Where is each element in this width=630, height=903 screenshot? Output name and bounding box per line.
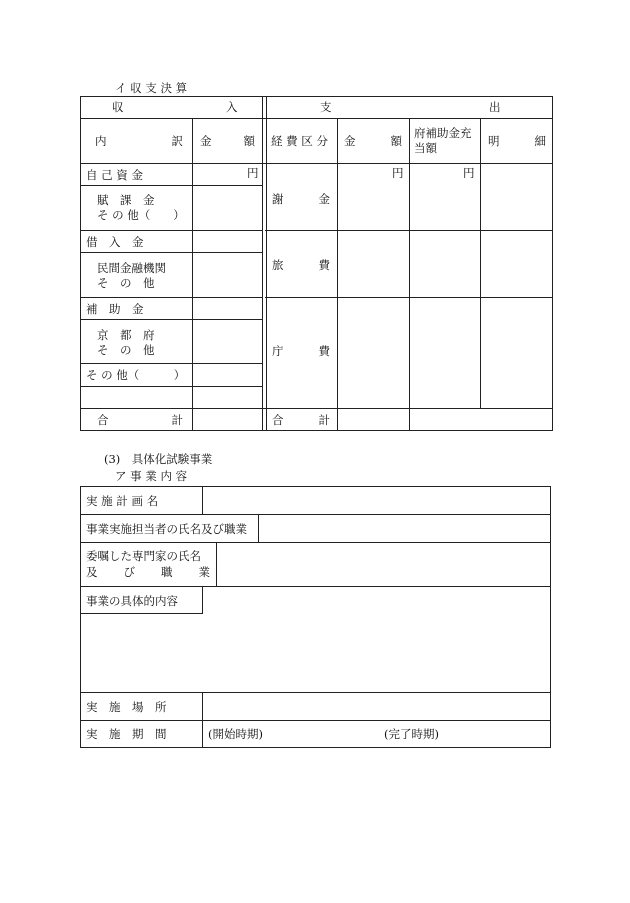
budget-section-title: イ 収 支 決 算 — [115, 81, 188, 95]
row-other: そ の 他 — [97, 276, 155, 290]
label-expert-line1: 委嘱した専門家の氏名 — [86, 549, 201, 563]
row-own-funds: 自 己 資 金 — [86, 168, 143, 182]
period-end: (完了時期) — [384, 727, 439, 741]
label-plan-name: 実 施 計 画 名 — [86, 494, 159, 508]
col-subsidy-line2: 当額 — [414, 141, 437, 155]
label-place: 実 施 場 所 — [86, 700, 167, 714]
row-subsidy: 補 助 金 — [86, 302, 144, 316]
expense-header-a: 支 — [320, 100, 332, 114]
col-details: 明 細 — [488, 134, 546, 148]
row-other3: そ の 他（ ） — [86, 368, 186, 382]
project-heading: (3) 具体化試験事業 — [104, 452, 213, 466]
row-private-finance: 民間金融機関 — [97, 261, 166, 275]
yen-subsidy: 円 — [463, 166, 475, 180]
row-other-paren: そ の 他（ ） — [97, 208, 185, 222]
period-start: (開始時期) — [208, 727, 263, 741]
row-loan: 借 入 金 — [86, 235, 144, 249]
income-expense-divider — [262, 96, 267, 431]
row-levy: 賦 課 金 — [97, 193, 155, 207]
row-travel: 旅 費 — [272, 258, 330, 272]
label-manager: 事業実施担当者の氏名及び職業 — [86, 522, 247, 536]
income-header-a: 収 — [112, 100, 124, 114]
col-breakdown: 内 訳 — [95, 134, 183, 148]
col-expense-amount: 金 額 — [344, 134, 402, 148]
expense-header-b: 出 — [489, 100, 501, 114]
row-office: 庁 費 — [272, 344, 330, 358]
yen-income: 円 — [247, 166, 259, 180]
col-subsidy-line1: 府補助金充 — [414, 126, 472, 140]
label-content: 事業の具体的内容 — [86, 594, 178, 608]
income-header-b: 入 — [226, 100, 238, 114]
col-expense-category: 経 費 区 分 — [271, 134, 328, 148]
label-period: 実 施 期 間 — [86, 727, 167, 741]
row-honorarium: 謝 金 — [272, 192, 330, 206]
row-other2: そ の 他 — [97, 343, 155, 357]
row-kyoto: 京 都 府 — [97, 328, 155, 342]
label-expert-line2: 及 び 職 業 — [86, 565, 210, 579]
col-amount: 金 額 — [200, 134, 255, 148]
project-subheading: ア 事 業 内 容 — [115, 469, 188, 483]
yen-expense: 円 — [392, 166, 404, 180]
row-income-total: 合 計 — [97, 413, 183, 427]
row-expense-total: 合 計 — [272, 413, 330, 427]
